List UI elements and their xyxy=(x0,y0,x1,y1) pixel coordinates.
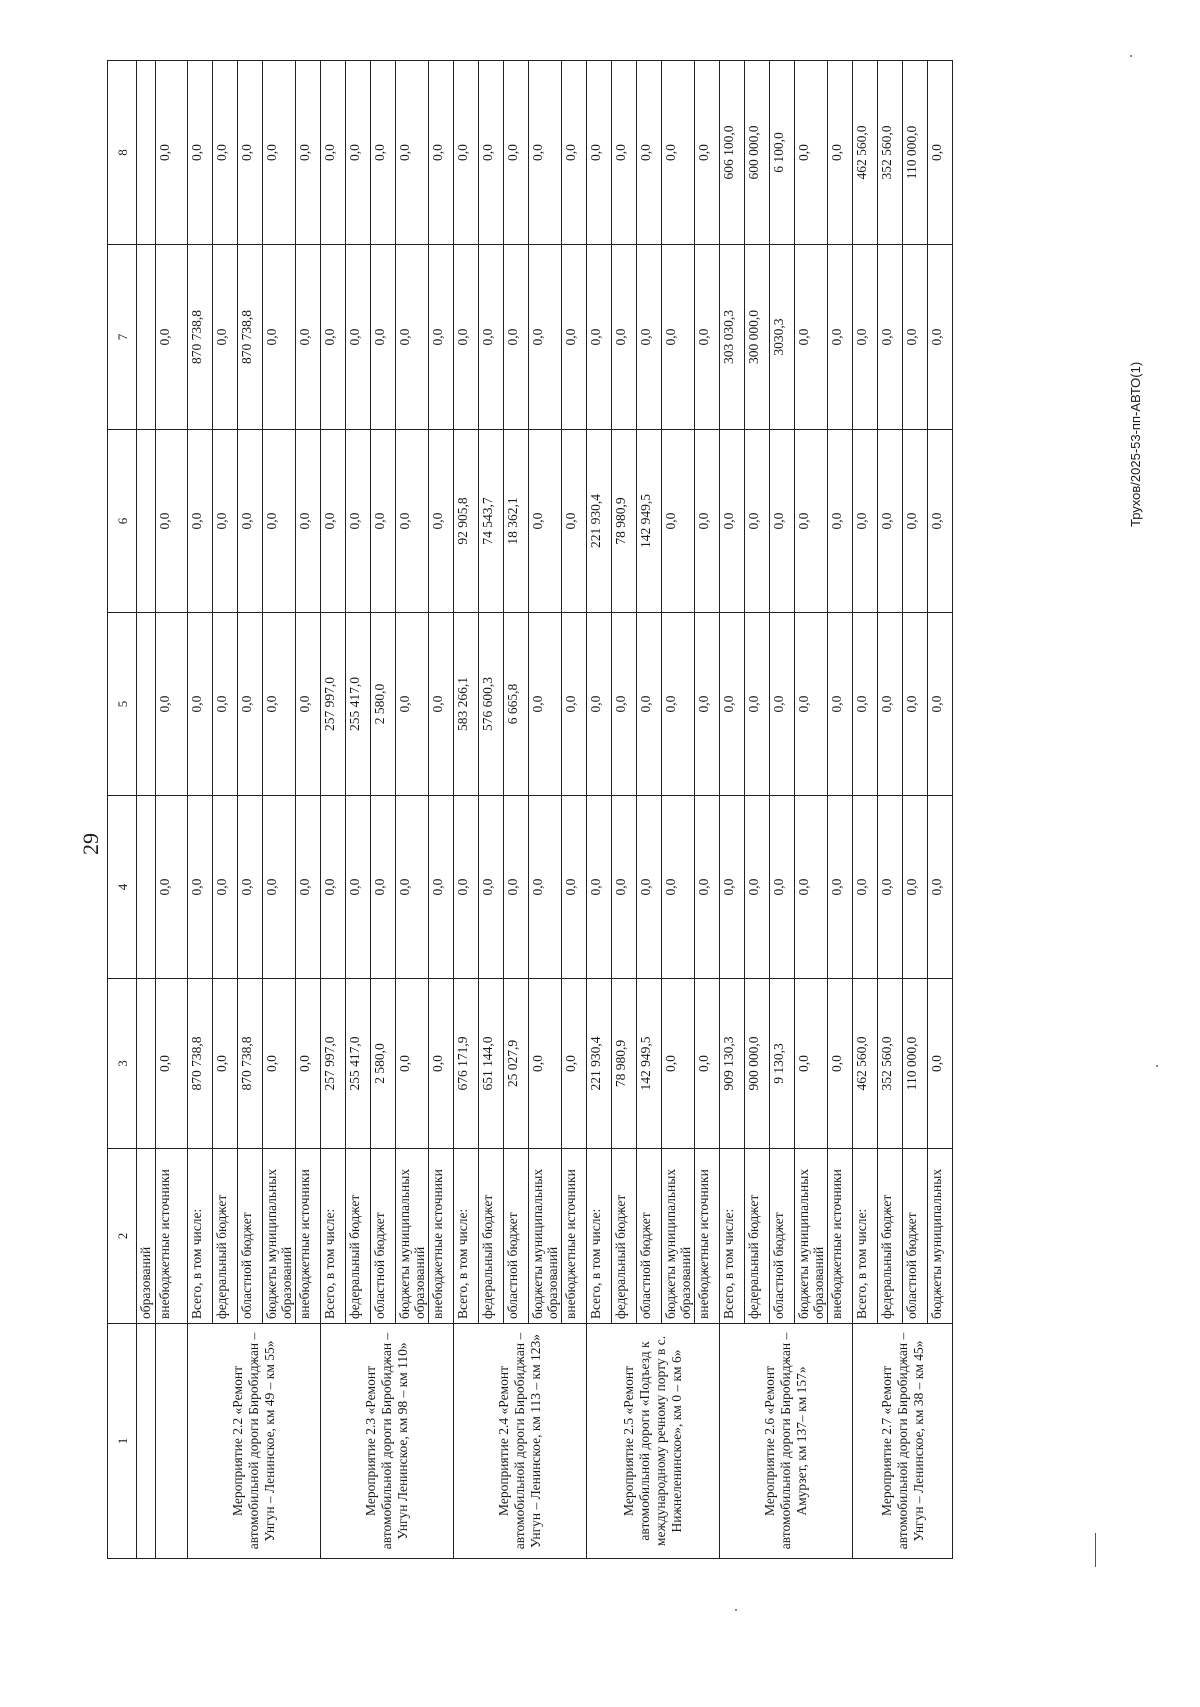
value-cell: 0,0 xyxy=(213,979,238,1149)
value-cell: 0,0 xyxy=(429,245,454,430)
value-cell: 0,0 xyxy=(828,245,853,430)
value-cell: 0,0 xyxy=(296,979,321,1149)
value-cell: 0,0 xyxy=(662,430,695,613)
value-cell: 0,0 xyxy=(188,61,213,245)
header-cell: 6 xyxy=(108,430,137,613)
value-cell: 870 738,8 xyxy=(188,245,213,430)
value-cell: 0,0 xyxy=(213,613,238,796)
value-cell: 0,0 xyxy=(429,979,454,1149)
value-cell: 600 000,0 xyxy=(745,61,770,245)
source-cell: областной бюджет xyxy=(770,1149,795,1324)
value-cell: 0,0 xyxy=(562,245,587,430)
value-cell xyxy=(137,979,156,1149)
value-cell: 255 417,0 xyxy=(346,979,371,1149)
value-cell: 0,0 xyxy=(612,245,637,430)
value-cell: 142 949,5 xyxy=(637,430,662,613)
value-cell: 0,0 xyxy=(188,430,213,613)
value-cell: 0,0 xyxy=(720,796,745,979)
value-cell: 0,0 xyxy=(213,796,238,979)
value-cell: 18 362,1 xyxy=(504,430,529,613)
source-cell: областной бюджет xyxy=(504,1149,529,1324)
value-cell: 0,0 xyxy=(156,796,188,979)
header-cell: 8 xyxy=(108,61,137,245)
header-cell: 7 xyxy=(108,245,137,430)
value-cell: 0,0 xyxy=(296,61,321,245)
header-cell: 3 xyxy=(108,979,137,1149)
value-cell: 606 100,0 xyxy=(720,61,745,245)
value-cell: 6 665,8 xyxy=(504,613,529,796)
value-cell: 0,0 xyxy=(878,430,903,613)
value-cell: 0,0 xyxy=(770,430,795,613)
value-cell xyxy=(137,430,156,613)
source-cell: федеральный бюджет xyxy=(878,1149,903,1324)
source-cell: внебюджетные источники xyxy=(296,1149,321,1324)
value-cell: 0,0 xyxy=(346,245,371,430)
value-cell: 352 560,0 xyxy=(878,979,903,1149)
value-cell: 0,0 xyxy=(238,61,263,245)
value-cell: 0,0 xyxy=(263,613,296,796)
source-cell: внебюджетные источники xyxy=(156,1149,188,1324)
source-cell: федеральный бюджет xyxy=(479,1149,504,1324)
value-cell: 0,0 xyxy=(878,245,903,430)
value-cell: 0,0 xyxy=(529,430,562,613)
value-cell: 352 560,0 xyxy=(878,61,903,245)
value-cell: 0,0 xyxy=(612,61,637,245)
value-cell: 0,0 xyxy=(396,245,429,430)
value-cell: 0,0 xyxy=(795,61,828,245)
value-cell: 0,0 xyxy=(263,245,296,430)
source-cell: Всего, в том числе: xyxy=(587,1149,612,1324)
value-cell: 142 949,5 xyxy=(637,979,662,1149)
value-cell: 0,0 xyxy=(156,613,188,796)
value-cell: 0,0 xyxy=(188,796,213,979)
value-cell: 0,0 xyxy=(903,613,928,796)
value-cell: 0,0 xyxy=(637,613,662,796)
value-cell: 0,0 xyxy=(695,245,720,430)
value-cell: 0,0 xyxy=(371,245,396,430)
value-cell: 0,0 xyxy=(346,61,371,245)
table-row xyxy=(853,61,878,1559)
value-cell: 0,0 xyxy=(662,613,695,796)
value-cell: 0,0 xyxy=(795,613,828,796)
event-name-cell: Мероприятие 2.7 «Ремонт автомобильной дороги Биробиджан – Унгун – Ленинское, км 38 – км 45» xyxy=(853,1324,953,1559)
value-cell: 0,0 xyxy=(828,979,853,1149)
value-cell: 110 000,0 xyxy=(903,61,928,245)
value-cell: 0,0 xyxy=(612,796,637,979)
margin-mark xyxy=(1095,1533,1096,1567)
table-row xyxy=(454,61,479,1559)
value-cell: 0,0 xyxy=(396,61,429,245)
value-cell: 0,0 xyxy=(188,613,213,796)
value-cell: 0,0 xyxy=(346,430,371,613)
header-cell: 2 xyxy=(108,1149,137,1324)
value-cell: 0,0 xyxy=(296,796,321,979)
scan-speck xyxy=(735,1609,737,1611)
value-cell: 0,0 xyxy=(928,430,953,613)
value-cell: 0,0 xyxy=(928,245,953,430)
value-cell: 0,0 xyxy=(396,613,429,796)
value-cell: 0,0 xyxy=(454,245,479,430)
value-cell: 0,0 xyxy=(695,430,720,613)
value-cell: 0,0 xyxy=(396,430,429,613)
value-cell: 0,0 xyxy=(371,796,396,979)
table-row xyxy=(720,61,745,1559)
source-cell: федеральный бюджет xyxy=(213,1149,238,1324)
source-cell: внебюджетные источники xyxy=(828,1149,853,1324)
value-cell: 0,0 xyxy=(695,613,720,796)
source-cell: Всего, в том числе: xyxy=(454,1149,479,1324)
value-cell: 0,0 xyxy=(695,61,720,245)
source-cell: образований xyxy=(137,1149,156,1324)
value-cell: 0,0 xyxy=(238,613,263,796)
value-cell: 0,0 xyxy=(429,61,454,245)
value-cell: 0,0 xyxy=(263,796,296,979)
event-name-cell: Мероприятие 2.6 «Ремонт автомобильной дороги Биробиджан – Амурзет, км 137– км 157» xyxy=(720,1324,853,1559)
value-cell: 0,0 xyxy=(612,613,637,796)
scan-speck xyxy=(1156,1065,1158,1067)
source-cell: областной бюджет xyxy=(903,1149,928,1324)
value-cell: 0,0 xyxy=(587,796,612,979)
value-cell: 0,0 xyxy=(562,430,587,613)
value-cell: 0,0 xyxy=(238,430,263,613)
header-cell: 5 xyxy=(108,613,137,796)
source-cell: внебюджетные источники xyxy=(695,1149,720,1324)
value-cell: 0,0 xyxy=(745,430,770,613)
value-cell: 909 130,3 xyxy=(720,979,745,1149)
value-cell: 0,0 xyxy=(662,979,695,1149)
value-cell: 3030,3 xyxy=(770,245,795,430)
value-cell: 0,0 xyxy=(371,430,396,613)
value-cell: 0,0 xyxy=(396,979,429,1149)
value-cell: 870 738,8 xyxy=(238,245,263,430)
value-cell: 0,0 xyxy=(662,61,695,245)
value-cell: 576 600,3 xyxy=(479,613,504,796)
event-name-cell: Мероприятие 2.4 «Ремонт автомобильной дороги Биробиджан – Унгун – Ленинское, км 113 – км 123» xyxy=(454,1324,587,1559)
value-cell: 0,0 xyxy=(853,796,878,979)
value-cell: 462 560,0 xyxy=(853,61,878,245)
table-row xyxy=(587,61,612,1559)
value-cell: 0,0 xyxy=(321,430,346,613)
value-cell: 0,0 xyxy=(695,796,720,979)
value-cell: 0,0 xyxy=(263,430,296,613)
value-cell: 0,0 xyxy=(878,796,903,979)
header-row xyxy=(108,61,137,1559)
value-cell: 0,0 xyxy=(429,613,454,796)
value-cell: 0,0 xyxy=(695,979,720,1149)
value-cell: 0,0 xyxy=(637,61,662,245)
table-body xyxy=(108,61,953,1559)
value-cell: 0,0 xyxy=(662,796,695,979)
value-cell: 0,0 xyxy=(156,430,188,613)
value-cell: 255 417,0 xyxy=(346,613,371,796)
value-cell: 0,0 xyxy=(562,796,587,979)
value-cell: 0,0 xyxy=(828,796,853,979)
source-cell: бюджеты муниципальных xyxy=(928,1149,953,1324)
table-row xyxy=(137,61,156,1559)
source-cell: областной бюджет xyxy=(371,1149,396,1324)
value-cell xyxy=(137,796,156,979)
value-cell: 0,0 xyxy=(156,979,188,1149)
value-cell: 0,0 xyxy=(213,430,238,613)
value-cell: 0,0 xyxy=(213,61,238,245)
source-cell: Всего, в том числе: xyxy=(321,1149,346,1324)
value-cell: 0,0 xyxy=(853,245,878,430)
value-cell: 0,0 xyxy=(429,796,454,979)
value-cell: 0,0 xyxy=(878,613,903,796)
value-cell: 0,0 xyxy=(479,245,504,430)
value-cell: 0,0 xyxy=(637,796,662,979)
table-row xyxy=(156,61,188,1559)
source-cell: бюджеты муниципальных образований xyxy=(662,1149,695,1324)
value-cell: 78 980,9 xyxy=(612,430,637,613)
value-cell: 0,0 xyxy=(745,796,770,979)
event-name-cell xyxy=(156,1324,188,1559)
value-cell: 0,0 xyxy=(795,796,828,979)
value-cell: 303 030,3 xyxy=(720,245,745,430)
source-cell: Всего, в том числе: xyxy=(188,1149,213,1324)
value-cell: 74 543,7 xyxy=(479,430,504,613)
source-cell: внебюджетные источники xyxy=(562,1149,587,1324)
value-cell: 0,0 xyxy=(587,613,612,796)
value-cell: 0,0 xyxy=(504,61,529,245)
source-cell: Всего, в том числе: xyxy=(853,1149,878,1324)
value-cell: 0,0 xyxy=(562,979,587,1149)
document-code: Трухов/2025-53-пп-АВТО(1) xyxy=(1128,361,1143,527)
value-cell: 870 738,8 xyxy=(238,979,263,1149)
value-cell: 25 027,9 xyxy=(504,979,529,1149)
source-cell: федеральный бюджет xyxy=(612,1149,637,1324)
scan-speck xyxy=(1130,55,1132,57)
value-cell: 0,0 xyxy=(637,245,662,430)
value-cell: 676 171,9 xyxy=(454,979,479,1149)
value-cell: 0,0 xyxy=(720,613,745,796)
value-cell: 6 100,0 xyxy=(770,61,795,245)
value-cell: 0,0 xyxy=(903,796,928,979)
header-cell: 1 xyxy=(108,1324,137,1559)
value-cell: 0,0 xyxy=(321,245,346,430)
source-cell: федеральный бюджет xyxy=(745,1149,770,1324)
value-cell: 0,0 xyxy=(479,61,504,245)
value-cell: 0,0 xyxy=(587,61,612,245)
value-cell: 0,0 xyxy=(504,796,529,979)
value-cell: 0,0 xyxy=(429,430,454,613)
value-cell: 0,0 xyxy=(562,613,587,796)
value-cell: 0,0 xyxy=(928,61,953,245)
value-cell: 0,0 xyxy=(795,430,828,613)
source-cell: бюджеты муниципальных образований xyxy=(529,1149,562,1324)
source-cell: бюджеты муниципальных образований xyxy=(795,1149,828,1324)
value-cell: 0,0 xyxy=(296,245,321,430)
value-cell: 0,0 xyxy=(504,245,529,430)
value-cell: 0,0 xyxy=(903,245,928,430)
value-cell: 0,0 xyxy=(928,796,953,979)
value-cell: 0,0 xyxy=(396,796,429,979)
event-name-cell xyxy=(137,1324,156,1559)
value-cell: 0,0 xyxy=(853,430,878,613)
value-cell: 0,0 xyxy=(346,796,371,979)
value-cell: 0,0 xyxy=(529,979,562,1149)
value-cell: 0,0 xyxy=(853,613,878,796)
value-cell: 257 997,0 xyxy=(321,613,346,796)
value-cell xyxy=(137,61,156,245)
value-cell: 92 905,8 xyxy=(454,430,479,613)
value-cell: 0,0 xyxy=(371,61,396,245)
value-cell: 0,0 xyxy=(529,796,562,979)
value-cell: 78 980,9 xyxy=(612,979,637,1149)
value-cell: 221 930,4 xyxy=(587,430,612,613)
page-number: 29 xyxy=(78,833,103,855)
value-cell: 900 000,0 xyxy=(745,979,770,1149)
value-cell: 0,0 xyxy=(770,796,795,979)
value-cell: 583 266,1 xyxy=(454,613,479,796)
value-cell: 0,0 xyxy=(745,613,770,796)
value-cell: 0,0 xyxy=(828,61,853,245)
value-cell: 221 930,4 xyxy=(587,979,612,1149)
table-row xyxy=(321,61,346,1559)
value-cell: 0,0 xyxy=(770,613,795,796)
value-cell: 0,0 xyxy=(238,796,263,979)
value-cell: 0,0 xyxy=(928,979,953,1149)
value-cell: 0,0 xyxy=(720,430,745,613)
value-cell: 0,0 xyxy=(562,61,587,245)
event-name-cell: Мероприятие 2.3 «Ремонт автомобильной дороги Биробиджан – Унгун Ленинское, км 98 – км 110» xyxy=(321,1324,454,1559)
value-cell: 0,0 xyxy=(903,430,928,613)
value-cell: 0,0 xyxy=(213,245,238,430)
value-cell: 0,0 xyxy=(156,245,188,430)
value-cell: 0,0 xyxy=(263,61,296,245)
value-cell: 0,0 xyxy=(454,796,479,979)
source-cell: бюджеты муниципальных образований xyxy=(263,1149,296,1324)
source-cell: бюджеты муниципальных образований xyxy=(396,1149,429,1324)
value-cell: 0,0 xyxy=(795,245,828,430)
table-row xyxy=(188,61,213,1559)
source-cell: Всего, в том числе: xyxy=(720,1149,745,1324)
value-cell: 257 997,0 xyxy=(321,979,346,1149)
value-cell: 0,0 xyxy=(529,613,562,796)
source-cell: федеральный бюджет xyxy=(346,1149,371,1324)
event-name-cell: Мероприятие 2.5 «Ремонт автомобильной дороги «Подъезд к международному речному порту в с. Нижнеленинское», км 0 – км 6» xyxy=(587,1324,720,1559)
value-cell: 0,0 xyxy=(828,430,853,613)
value-cell: 870 738,8 xyxy=(188,979,213,1149)
value-cell: 0,0 xyxy=(795,979,828,1149)
value-cell: 0,0 xyxy=(529,61,562,245)
source-cell: областной бюджет xyxy=(238,1149,263,1324)
value-cell: 0,0 xyxy=(828,613,853,796)
source-cell: внебюджетные источники xyxy=(429,1149,454,1324)
value-cell xyxy=(137,613,156,796)
value-cell: 0,0 xyxy=(296,613,321,796)
value-cell: 0,0 xyxy=(296,430,321,613)
value-cell: 0,0 xyxy=(587,245,612,430)
value-cell: 0,0 xyxy=(454,61,479,245)
header-cell: 4 xyxy=(108,796,137,979)
value-cell: 9 130,3 xyxy=(770,979,795,1149)
value-cell xyxy=(137,245,156,430)
value-cell: 0,0 xyxy=(321,61,346,245)
budget-table xyxy=(107,60,953,1559)
value-cell: 2 580,0 xyxy=(371,613,396,796)
value-cell: 0,0 xyxy=(321,796,346,979)
value-cell: 0,0 xyxy=(263,979,296,1149)
value-cell: 300 000,0 xyxy=(745,245,770,430)
value-cell: 0,0 xyxy=(662,245,695,430)
value-cell: 651 144,0 xyxy=(479,979,504,1149)
value-cell: 0,0 xyxy=(479,796,504,979)
value-cell: 462 560,0 xyxy=(853,979,878,1149)
value-cell: 0,0 xyxy=(529,245,562,430)
source-cell: областной бюджет xyxy=(637,1149,662,1324)
event-name-cell: Мероприятие 2.2 «Ремонт автомобильной дороги Биробиджан – Унгун – Ленинское, км 49 – км 55» xyxy=(188,1324,321,1559)
value-cell: 0,0 xyxy=(156,61,188,245)
value-cell: 110 000,0 xyxy=(903,979,928,1149)
value-cell: 2 580,0 xyxy=(371,979,396,1149)
value-cell: 0,0 xyxy=(928,613,953,796)
